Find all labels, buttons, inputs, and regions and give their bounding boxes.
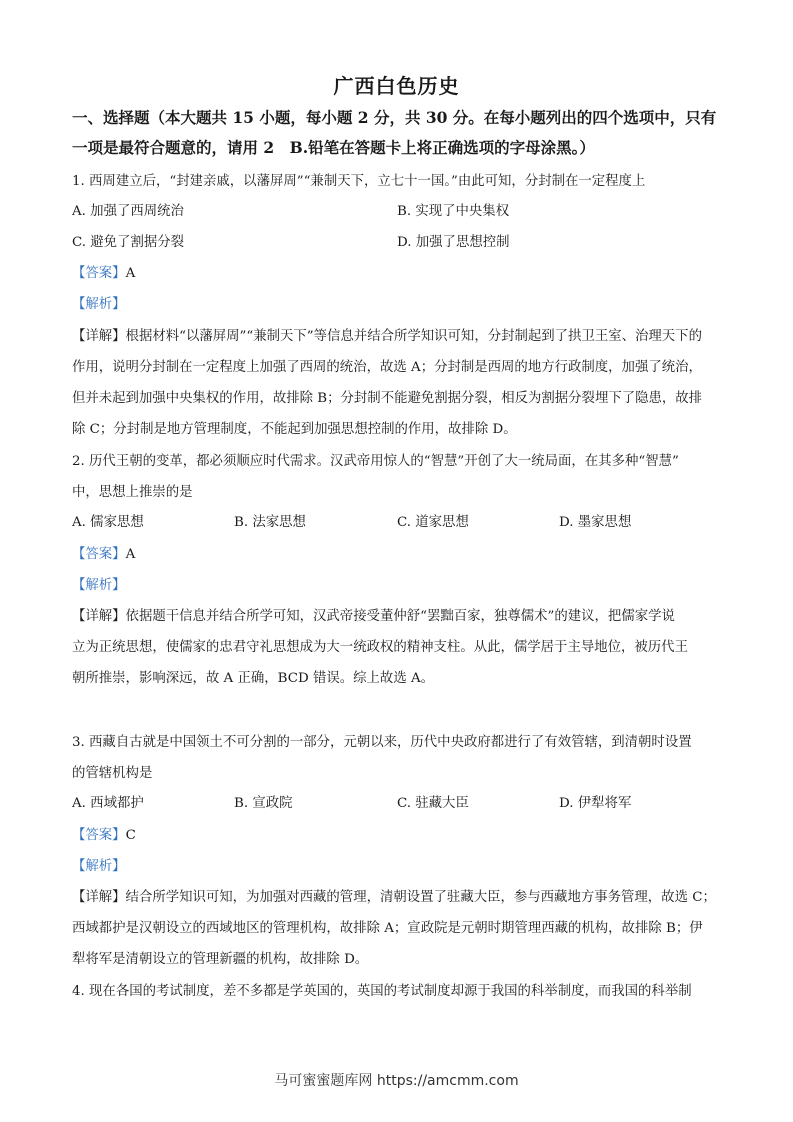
q1-analysis [72,295,126,315]
q4-stem-line-1: 4. 现在各国的考试制度，差不多都是学英国的，英国的考试制度却源于我国的科举制度，而我国的科举制 [72,984,692,999]
q1-option-c: C. 避免了割据分裂 [72,235,185,250]
footer-watermark: 马可蜜蜜题库网 https://amcmm.com [274,1073,519,1089]
q2-option-a: A. 儒家思想 [72,515,144,530]
q2-option-d: D. 墨家思想 [559,515,632,530]
q3-stem-line-2: 的管辖机构是 [72,766,153,781]
page-title: 广西白色历史 [333,74,460,98]
analysis-label: 【解析】 [72,578,126,593]
q1-stem: 1. 西周建立后，“封建亲戚，以藩屏周”“兼制天下，立七十一国。”由此可知，分封制在一定程度上 [72,174,646,189]
q3-detail-line-2: 西域都护是汉朝设立的西域地区的管理机构，故排除 A；宣政院是元朝时期管理西藏的机构，故排除 B；伊 [72,921,703,936]
q2-stem-line-1: 2. 历代王朝的变革，都必须顺应时代需求。汉武帝用惊人的“智慧”开创了大一统局面，在其多种“智慧” [72,454,679,469]
q1-option-a: A. 加强了西周统治 [72,204,184,219]
q1-answer-value: A [125,266,136,281]
section-heading-line-2: 一项是最符合题意的，请用 2 B.铅笔在答题卡上将正确选项的字母涂黑。） [72,138,595,157]
q2-detail-line-2: 立为正统思想，使儒家的忠君守礼思想成为大一统政权的精神支柱。从此，儒学居于主导地位，被历代王 [72,640,688,655]
q3-detail-line-3: 犁将军是清朝设立的管理新疆的机构，故排除 D。 [72,952,369,967]
q3-option-b: B. 宣政院 [234,796,293,811]
q3-option-c: C. 驻藏大臣 [397,796,469,811]
analysis-label: 【解析】 [72,859,126,874]
q2-stem-line-2: 中，思想上推崇的是 [72,485,193,500]
q3-option-a: A. 西域都护 [72,796,144,811]
q3-option-d: D. 伊犁将军 [559,796,632,811]
q3-stem-line-1: 3. 西藏自古就是中国领土不可分割的一部分，元朝以来，历代中央政府都进行了有效管辖，到清朝时设置 [72,735,692,750]
answer-label: 【答案】 [72,828,126,843]
q3-detail-line-1: 【详解】结合所学知识可知，为加强对西藏的管理，清朝设置了驻藏大臣，参与西藏地方事务管理，故选 C； [72,890,716,905]
q2-detail-line-1: 【详解】依据题干信息并结合所学可知，汉武帝接受董仲舒“罢黜百家，独尊儒术”的建议，把儒家学说 [72,609,675,624]
q3-analysis [72,857,126,877]
q2-detail-line-3: 朝所推崇，影响深远，故 A 正确，BCD 错误。综上故选 A。 [72,671,435,686]
section-heading-line-1: 一、选择题（本大题共 15 小题，每小题 2 分，共 30 分。在每小题列出的四个选项中，只有 [72,108,717,127]
q2-answer [72,545,135,565]
analysis-label: 【解析】 [72,297,126,312]
answer-label: 【答案】 [72,266,126,281]
q1-detail-line-2: 作用，说明分封制在一定程度上加强了西周的统治，故选 A；分封制是西周的地方行政制度，加强了统治， [72,360,702,375]
answer-label: 【答案】 [72,547,126,562]
q2-analysis [72,576,126,596]
q1-detail-line-3: 但并未起到加强中央集权的作用，故排除 B；分封制不能避免割据分裂，相反为割据分裂埋下了隐患，故排 [72,391,703,406]
q3-answer [72,826,136,846]
q2-option-c: C. 道家思想 [397,515,469,530]
q1-answer [72,264,135,284]
q1-detail-line-4: 除 C；分封制是地方管理制度，不能起到加强思想控制的作用，故排除 D。 [72,422,517,437]
q1-detail-line-1: 【详解】根据材料“以藩屏周”“兼制天下”等信息并结合所学知识可知，分封制起到了拱卫王室、治理天下的 [72,329,702,344]
q1-option-b: B. 实现了中央集权 [397,204,510,219]
q3-answer-value: C [125,828,136,843]
q1-option-d: D. 加强了思想控制 [397,235,510,250]
q2-option-b: B. 法家思想 [234,515,306,530]
q2-answer-value: A [125,547,136,562]
